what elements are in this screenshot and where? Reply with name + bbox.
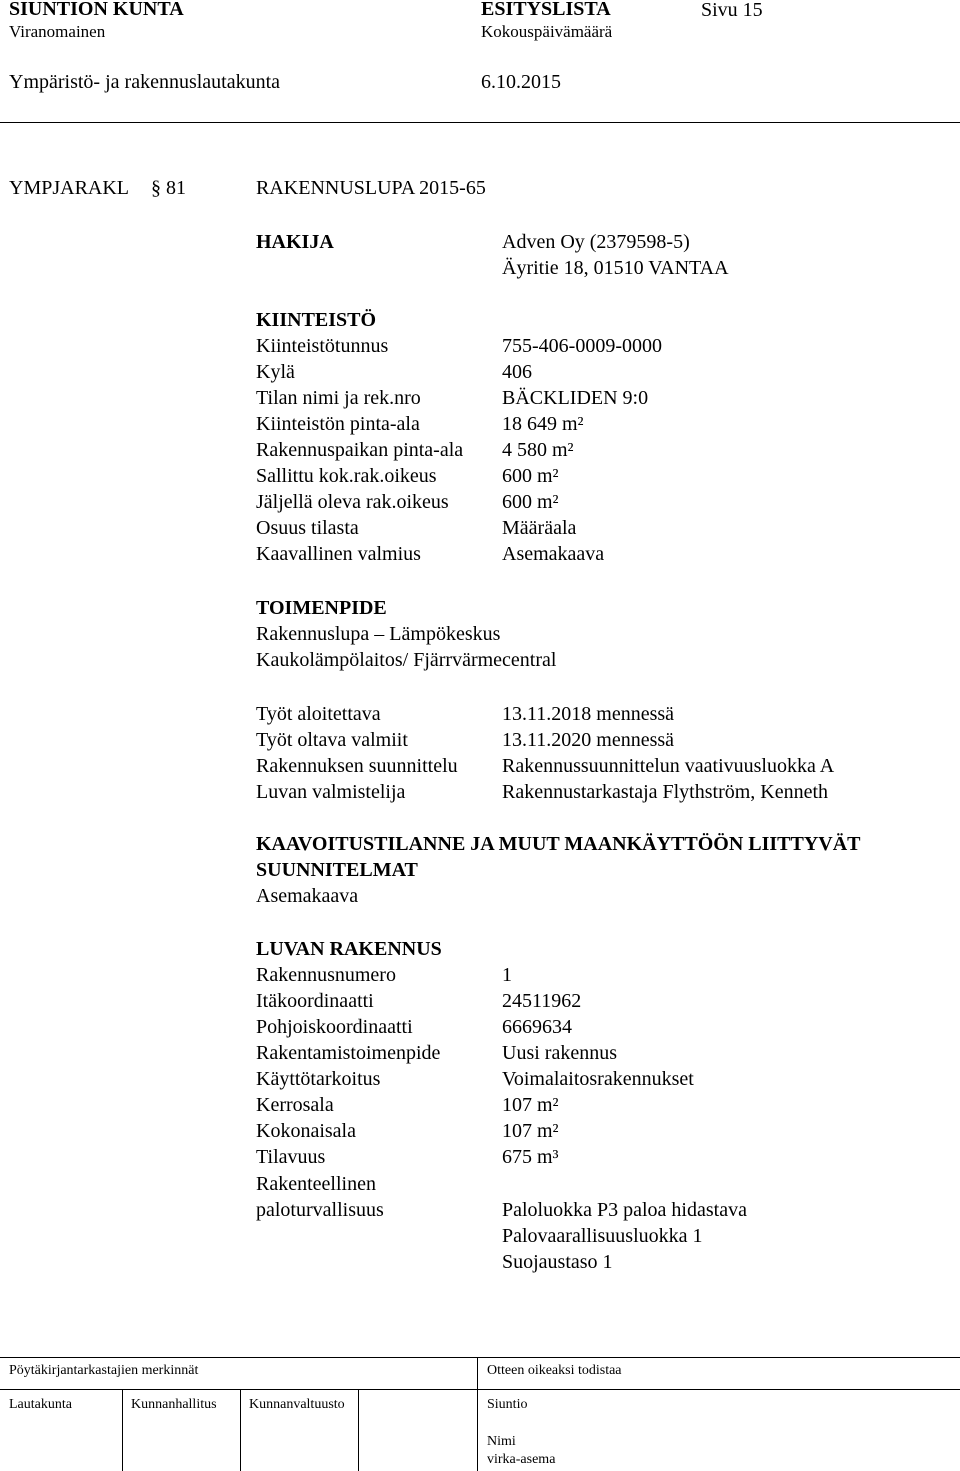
zoning-value: Asemakaava — [256, 885, 359, 907]
fire-hazard-class: Palovaarallisuusluokka 1 — [502, 1225, 703, 1247]
footer-divider-col2 — [240, 1389, 241, 1471]
municipal-council-label: Kunnanvaltuusto — [249, 1397, 345, 1412]
row-value: 755-406-0009-0000 — [502, 335, 662, 357]
applicant-address: Äyritie 18, 01510 VANTAA — [502, 257, 729, 279]
building-heading: LUVAN RAKENNUS — [256, 938, 442, 960]
row-value: 406 — [502, 361, 532, 383]
row-label: Jäljellä oleva rak.oikeus — [256, 491, 449, 513]
row-label: Sallittu kok.rak.oikeus — [256, 465, 437, 487]
page-number: Sivu 15 — [701, 0, 763, 21]
footer-divider-col1 — [122, 1389, 123, 1471]
doc-type: ESITYSLISTA — [481, 0, 611, 20]
row-value: 13.11.2018 mennessä — [502, 703, 675, 725]
row-label: Pohjoiskoordinaatti — [256, 1016, 413, 1038]
certified-copy-label: Otteen oikeaksi todistaa — [487, 1363, 622, 1378]
action-line-1: Rakennuslupa – Lämpökeskus — [256, 623, 501, 645]
row-label: Luvan valmistelija — [256, 781, 406, 803]
row-label: Kokonaisala — [256, 1120, 356, 1142]
row-value: 1 — [502, 964, 512, 986]
fire-safety-label-line-2: paloturvallisuus — [256, 1199, 384, 1221]
row-label: Käyttötarkoitus — [256, 1068, 381, 1090]
row-value: Määräala — [502, 517, 577, 539]
row-value: 107 m² — [502, 1094, 559, 1116]
meeting-date: 6.10.2015 — [481, 71, 561, 93]
authority-label: Viranomainen — [9, 22, 106, 41]
row-label: Työt oltava valmiit — [256, 729, 408, 751]
row-label: Kaavallinen valmius — [256, 543, 421, 565]
applicant-heading: HAKIJA — [256, 231, 334, 253]
footer-rule-middle — [0, 1389, 960, 1390]
row-value: 24511962 — [502, 990, 582, 1012]
row-label: Rakentamistoimenpide — [256, 1042, 441, 1064]
row-label: Työt aloitettava — [256, 703, 381, 725]
row-label: Kerrosala — [256, 1094, 334, 1116]
fire-safety-label-line-1: Rakenteellinen — [256, 1173, 376, 1195]
row-label: Rakennuksen suunnittelu — [256, 755, 458, 777]
board-label: Lautakunta — [9, 1397, 72, 1412]
name-label: Nimi — [487, 1434, 516, 1449]
case-code: YMPJARAKL — [9, 177, 130, 199]
row-value: 18 649 m² — [502, 413, 584, 435]
row-label: Rakennuspaikan pinta-ala — [256, 439, 464, 461]
row-label: Kylä — [256, 361, 295, 383]
row-label: Tilan nimi ja rek.nro — [256, 387, 421, 409]
municipal-board-label: Kunnanhallitus — [131, 1397, 217, 1412]
row-label: Osuus tilasta — [256, 517, 359, 539]
applicant-name: Adven Oy (2379598-5) — [502, 231, 690, 253]
row-value: 600 m² — [502, 491, 559, 513]
row-label: Tilavuus — [256, 1146, 326, 1168]
row-value: Voimalaitosrakennukset — [502, 1068, 694, 1090]
row-value: Asemakaava — [502, 543, 605, 565]
row-value: Uusi rakennus — [502, 1042, 617, 1064]
place-label: Siuntio — [487, 1397, 528, 1412]
case-section: § 81 — [151, 177, 186, 199]
row-value: 675 m³ — [502, 1146, 559, 1168]
header-rule — [0, 122, 960, 123]
row-value: 600 m² — [502, 465, 559, 487]
row-label: Kiinteistön pinta-ala — [256, 413, 420, 435]
fire-class: Paloluokka P3 paloa hidastava — [502, 1199, 747, 1221]
zoning-heading-line-1: KAAVOITUSTILANNE JA MUUT MAANKÄYTTÖÖN LIITTYVÄT — [256, 833, 861, 855]
authority-name: Ympäristö- ja rakennuslautakunta — [9, 71, 281, 93]
row-value: BÄCKLIDEN 9:0 — [502, 387, 649, 409]
protection-level: Suojaustaso 1 — [502, 1251, 613, 1273]
zoning-heading-line-2: SUUNNITELMAT — [256, 859, 418, 881]
footer-rule-top — [0, 1357, 960, 1358]
row-label: Itäkoordinaatti — [256, 990, 374, 1012]
row-value: Rakennustarkastaja Flythström, Kenneth — [502, 781, 829, 803]
footer-divider-col3 — [358, 1389, 359, 1471]
meeting-date-label: Kokouspäivämäärä — [481, 22, 613, 41]
row-value: 13.11.2020 mennessä — [502, 729, 675, 751]
property-heading: KIINTEISTÖ — [256, 309, 377, 331]
footer-divider-vertical — [477, 1357, 478, 1471]
action-line-2: Kaukolämpölaitos/ Fjärrvärmecentral — [256, 649, 557, 671]
minutes-notes-label: Pöytäkirjantarkastajien merkinnät — [9, 1363, 199, 1378]
row-label: Rakennusnumero — [256, 964, 396, 986]
row-value: Rakennussuunnittelun vaativuusluokka A — [502, 755, 835, 777]
row-label: Kiinteistötunnus — [256, 335, 389, 357]
org-name: SIUNTION KUNTA — [9, 0, 184, 20]
row-value: 4 580 m² — [502, 439, 574, 461]
row-value: 107 m² — [502, 1120, 559, 1142]
case-title: RAKENNUSLUPA 2015-65 — [256, 177, 486, 199]
action-heading: TOIMENPIDE — [256, 597, 387, 619]
row-value: 6669634 — [502, 1016, 572, 1038]
position-label: virka-asema — [487, 1452, 556, 1467]
